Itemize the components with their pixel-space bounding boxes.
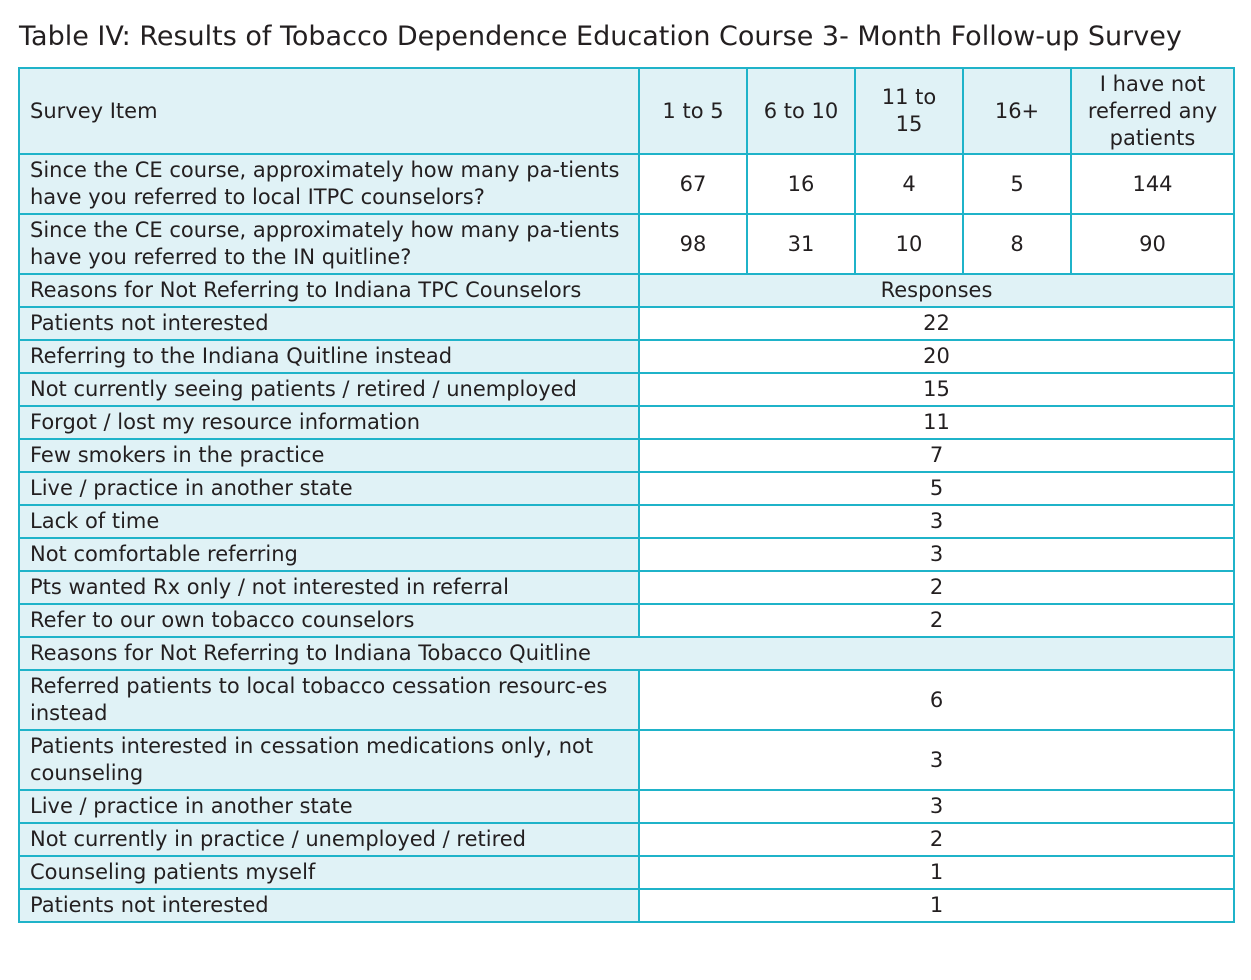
response-count: 6 [639,670,1234,730]
reason-label: Referring to the Indiana Quitline instead [19,340,639,373]
table-row [19,571,1234,604]
table-row [19,505,1234,538]
section-header-row [19,637,1234,670]
table-row [19,604,1234,637]
reason-label: Not comfortable referring [19,538,639,571]
response-count: 3 [639,538,1234,571]
survey-question: Since the CE course, approximately how many pa-tients have you referred to local ITPC counselors? [19,154,639,214]
header-row [19,68,1234,154]
response-count: 22 [639,307,1234,340]
table-row [19,670,1234,730]
response-count: 7 [639,439,1234,472]
reason-label: Lack of time [19,505,639,538]
reason-label: Live / practice in another state [19,472,639,505]
header-col-16-plus: 16+ [963,68,1071,154]
response-count: 15 [639,373,1234,406]
value-cell: 4 [855,154,963,214]
response-count: 3 [639,505,1234,538]
value-cell: 5 [963,154,1071,214]
section-heading: Reasons for Not Referring to Indiana Tobacco Quitline [19,637,1234,670]
reason-label: Referred patients to local tobacco cessation resourc-es instead [19,670,639,730]
reason-label: Refer to our own tobacco counselors [19,604,639,637]
reason-label: Live / practice in another state [19,790,639,823]
table-row [19,214,1234,274]
table-row [19,340,1234,373]
table-row [19,472,1234,505]
table-row [19,406,1234,439]
value-cell: 98 [639,214,747,274]
value-cell: 16 [747,154,855,214]
reason-label: Few smokers in the practice [19,439,639,472]
section-heading: Reasons for Not Referring to Indiana TPC Counselors [19,274,639,307]
value-cell: 8 [963,214,1071,274]
header-col-not-referred: I have not referred any patients [1071,68,1234,154]
reason-label: Not currently seeing patients / retired / unemployed [19,373,639,406]
response-count: 5 [639,472,1234,505]
reason-label: Patients not interested [19,307,639,340]
table-row [19,538,1234,571]
table-row [19,889,1234,922]
section-header-row [19,274,1234,307]
header-col-6-to-10: 6 to 10 [747,68,855,154]
value-cell: 144 [1071,154,1234,214]
reason-label: Counseling patients myself [19,856,639,889]
survey-results-table [18,67,1235,923]
table-row [19,823,1234,856]
table-row [19,790,1234,823]
reason-label: Patients interested in cessation medications only, not counseling [19,730,639,790]
header-col-11-to-15: 11 to 15 [855,68,963,154]
reason-label: Forgot / lost my resource information [19,406,639,439]
response-count: 11 [639,406,1234,439]
response-count: 1 [639,889,1234,922]
response-count: 20 [639,340,1234,373]
response-count: 2 [639,571,1234,604]
table-row [19,154,1234,214]
value-cell: 31 [747,214,855,274]
table-row [19,373,1234,406]
reason-label: Patients not interested [19,889,639,922]
value-cell: 90 [1071,214,1234,274]
survey-question: Since the CE course, approximately how many pa-tients have you referred to the IN quitline? [19,214,639,274]
response-count: 2 [639,823,1234,856]
table-row [19,307,1234,340]
value-cell: 10 [855,214,963,274]
value-cell: 67 [639,154,747,214]
response-count: 2 [639,604,1234,637]
header-col-1-to-5: 1 to 5 [639,68,747,154]
table-row [19,856,1234,889]
table-row [19,439,1234,472]
header-survey-item: Survey Item [19,68,639,154]
responses-heading: Responses [639,274,1234,307]
response-count: 1 [639,856,1234,889]
reason-label: Not currently in practice / unemployed / retired [19,823,639,856]
table-title: Table IV: Results of Tobacco Dependence Education Course 3- Month Follow-up Survey [19,21,1182,52]
response-count: 3 [639,790,1234,823]
reason-label: Pts wanted Rx only / not interested in referral [19,571,639,604]
response-count: 3 [639,730,1234,790]
table-row [19,730,1234,790]
